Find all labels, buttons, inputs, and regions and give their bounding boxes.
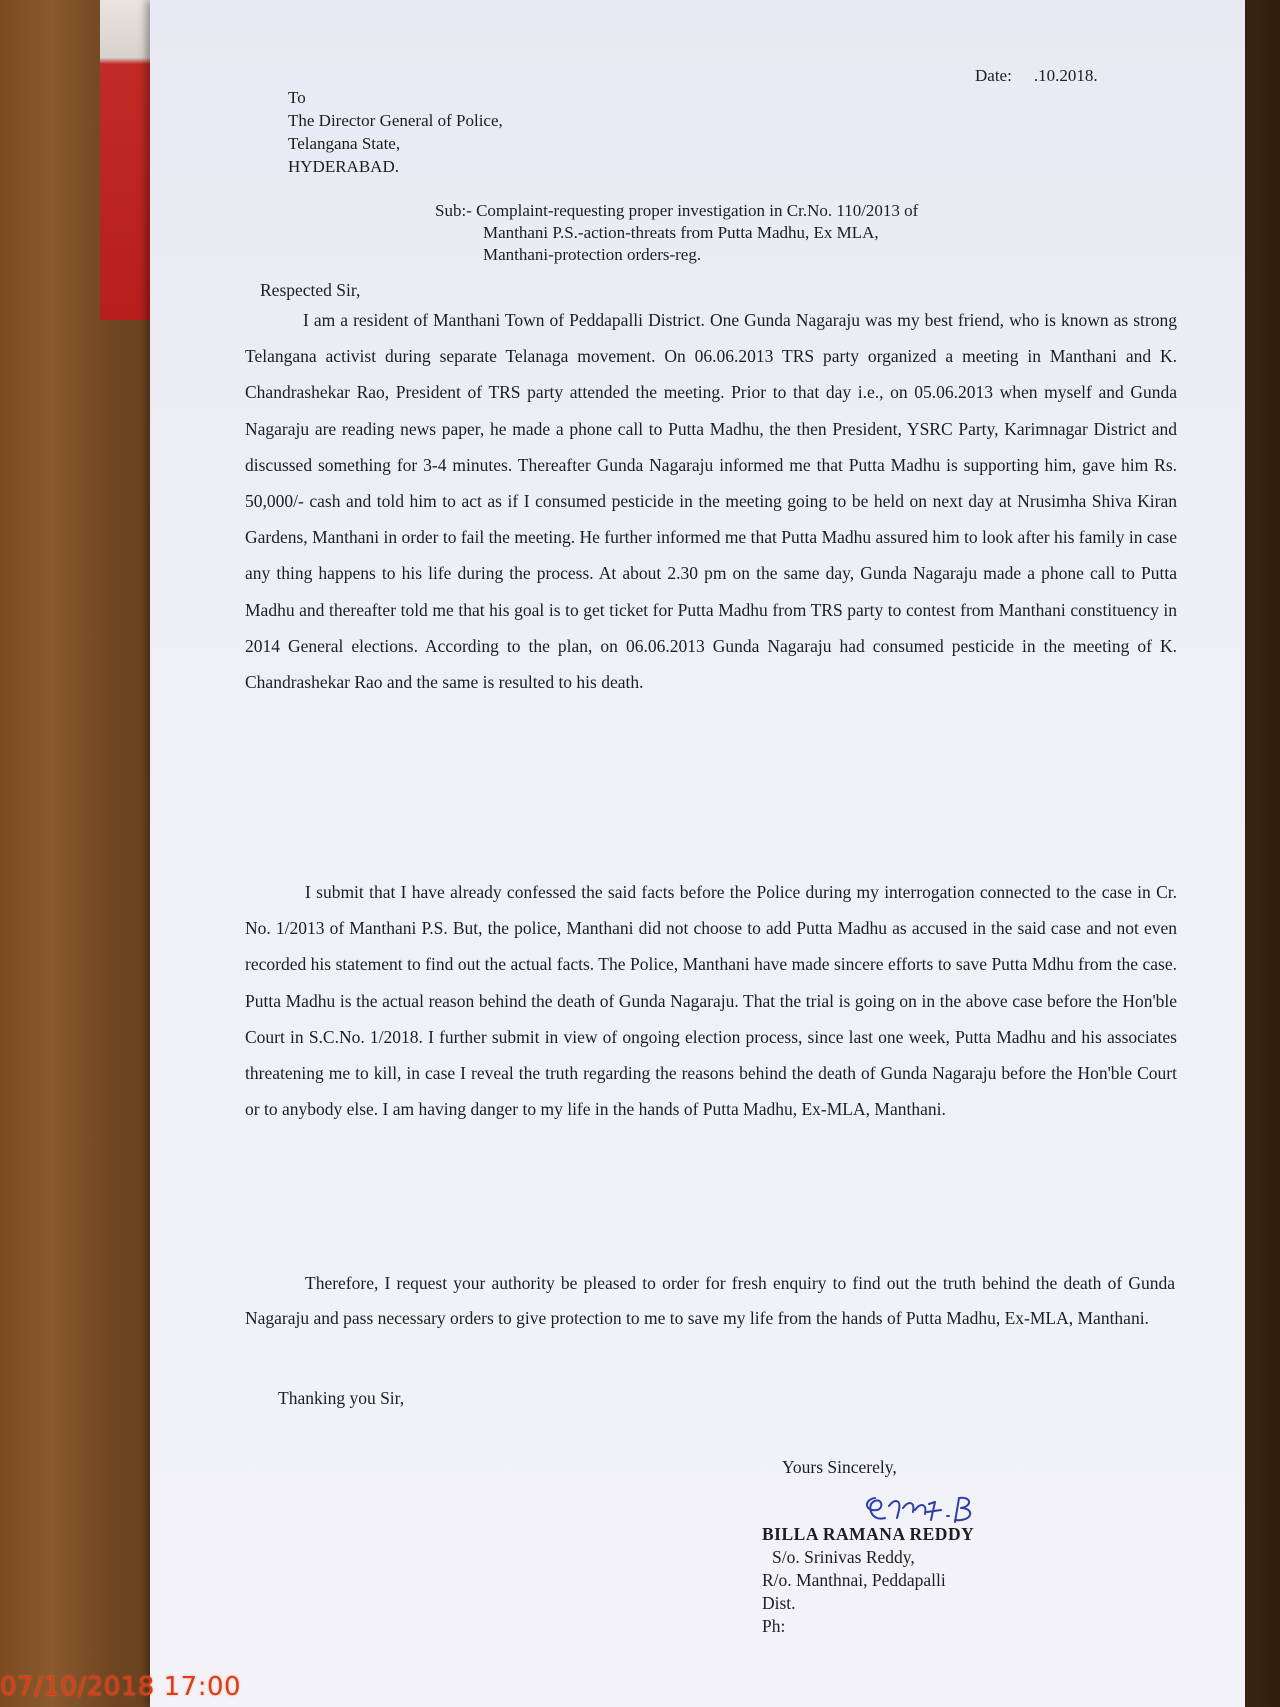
thanks-line: Thanking you Sir, [278,1388,405,1408]
sender-residence: R/o. Manthnai, Peddapalli [762,1570,946,1590]
recipient-line: HYDERABAD. [288,157,399,176]
salutation: Respected Sir, [260,280,361,300]
letter-page [150,0,1245,1707]
body-paragraph-1: I am a resident of Manthani Town of Peddapalli District. One Gunda Nagaraju was my best friend, who is known as strong Telangana activist during separate Telanaga movement. On 06.06.2013 TRS party organized a meeting in Manthani and K. Chandrashekar Rao, President of TRS party attended the meeting. Prior to that day i.e., on 05.06.2013 when myself and Gunda Nagaraju are reading news paper, he made a phone call to Putta Madhu, the then President, YSRC Party, Karimnagar District and discussed something for 3-4 minutes. Thereafter Gunda Nagaraju informed me that Putta Madhu is supporting him, gave him Rs. 50,000/- cash and told him to act as if I consumed pesticide in the meeting going to be held on next day at Nrusimha Shiva Kiran Gardens, Manthani in order to fail the meeting. He further informed me that Putta Madhu assured him to look after his family in case any thing happens to his life during the process. At about 2.30 pm on the same day, Gunda Nagaraju made a phone call to Putta Madhu and thereafter told me that his goal is to get ticket for Putta Madhu from TRS party to contest from Manthani constituency in 2014 General elections. According to the plan, on 06.06.2013 Gunda Nagaraju had consumed pesticide in the meeting of K. Chandrashekar Rao and the same is resulted to his death. [245,310,1177,693]
date-line [975,58,1098,94]
photo-timestamp: 07/10/2018 17:00 [0,1672,242,1702]
sender-phone: Ph: [762,1616,786,1636]
handwritten-signature [855,1488,995,1532]
body-paragraph-2: I submit that I have already confessed the said facts before the Police during my interrogation connected to the case in Cr. No. 1/2013 of Manthani P.S. But, the police, Manthani did not choose to add Putta Madhu as accused in the said case and not even recorded his statement to find out the actual facts. The Police, Manthani have made sincere efforts to save Putta Mdhu from the case. Putta Madhu is the actual reason behind the death of Gunda Nagaraju. That the trial is going on in the above case before the Hon'ble Court in S.C.No. 1/2018. I further submit in view of ongoing election process, since last one week, Putta Madhu and his associates threatening me to kill, in case I reveal the truth regarding the reasons behind the death of Gunda Nagaraju before the Hon'ble Court or to anybody else. I am having danger to my life in the hands of Putta Madhu, Ex-MLA, Manthani. [245,882,1177,1120]
sender-residence-cont: Dist. [762,1593,796,1613]
recipient-line: The Director General of Police, [288,111,503,130]
subject-line: Manthani P.S.-action-threats from Putta Madhu, Ex MLA, [483,223,879,242]
sender-relation: S/o. Srinivas Reddy, [772,1547,915,1567]
recipient-line: Telangana State, [288,134,401,153]
recipient-address [288,86,503,178]
date-label: Date: [975,66,1012,85]
sender-name: BILLA RAMANA REDDY [762,1524,975,1544]
subject-line: Manthani-protection orders-reg. [483,245,702,264]
date-value: .10.2018. [1033,66,1098,85]
closing-line: Yours Sincerely, [782,1457,897,1477]
subject-line: Sub:- Complaint-requesting proper investigation in Cr.No. 110/2013 of [435,201,919,220]
to-label: To [288,88,306,107]
subject-block [435,200,1135,266]
signature-block [762,1456,974,1638]
body-paragraph-3: Therefore, I request your authority be pleased to order for fresh enquiry to find out the truth behind the death of Gunda Nagaraju and pass necessary orders to give protection to me to save my life from the hands of Putta Madhu, Ex-MLA, Manthani. [245,1273,1175,1328]
